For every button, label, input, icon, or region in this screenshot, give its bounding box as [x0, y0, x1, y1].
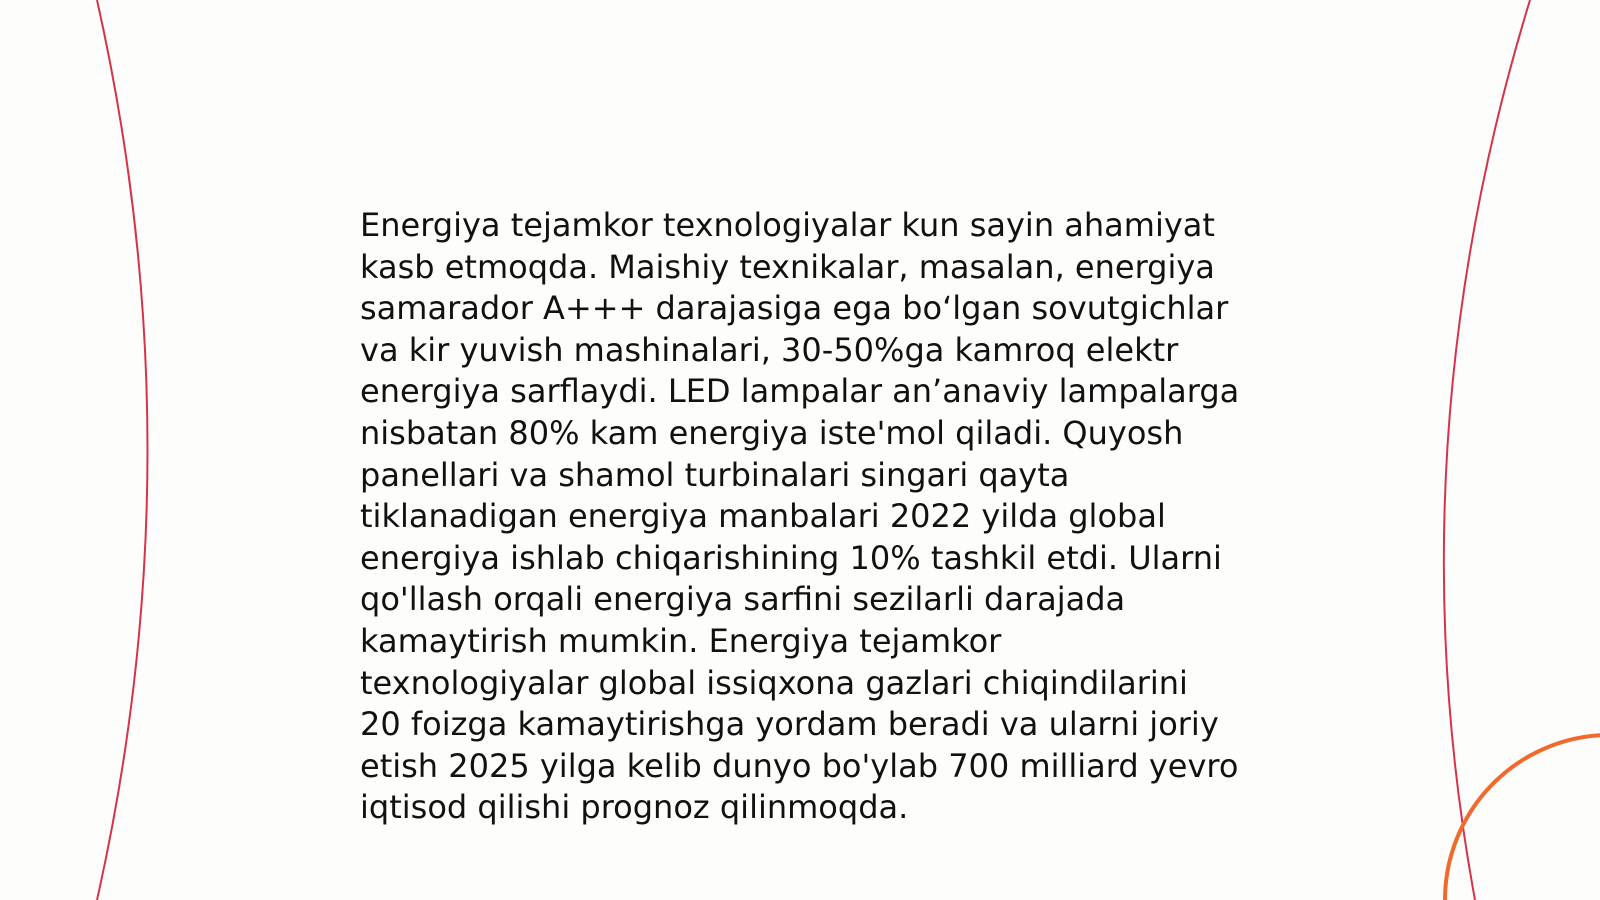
- paragraph-line: iqtisod qilishi prognoz qilinmoqda.: [360, 788, 909, 827]
- paragraph-line: texnologiyalar global issiqxona gazlari chiqindilarini: [360, 663, 1188, 702]
- paragraph-line: kamaytirish mumkin. Energiya tejamkor: [360, 621, 1002, 660]
- paragraph-line: 20 foizga kamaytirishga yordam beradi va ularni joriy: [360, 705, 1219, 744]
- paragraph-line: etish 2025 yilga kelib dunyo bo'ylab 700 milliard yevro: [360, 746, 1239, 785]
- paragraph-line: va kir yuvish mashinalari, 30-50%ga kamroq elektr: [360, 330, 1179, 369]
- paragraph-line: tiklanadigan energiya manbalari 2022 yilda global: [360, 497, 1166, 536]
- paragraph-line: qo'llash orqali energiya sarfini sezilarli darajada: [360, 580, 1126, 619]
- paragraph-line: kasb etmoqda. Maishiy texnikalar, masalan, energiya: [360, 247, 1215, 286]
- paragraph-line: energiya sarflaydi. LED lampalar an’anaviy lampalarga: [360, 372, 1240, 411]
- paragraph-line: samarador A+++ darajasiga ega bo‘lgan sovutgichlar: [360, 289, 1229, 328]
- paragraph-line: nisbatan 80% kam energiya iste'mol qiladi. Quyosh: [360, 413, 1184, 452]
- left-arc-line: [97, 0, 148, 900]
- paragraph-line: energiya ishlab chiqarishining 10% tashkil etdi. Ularni: [360, 538, 1222, 577]
- body-paragraph: [360, 205, 1260, 829]
- paragraph-line: panellari va shamol turbinalari singari qayta: [360, 455, 1070, 494]
- orange-circle-outline: [1445, 735, 1600, 900]
- paragraph-line: Energiya tejamkor texnologiyalar kun sayin ahamiyat: [360, 206, 1215, 244]
